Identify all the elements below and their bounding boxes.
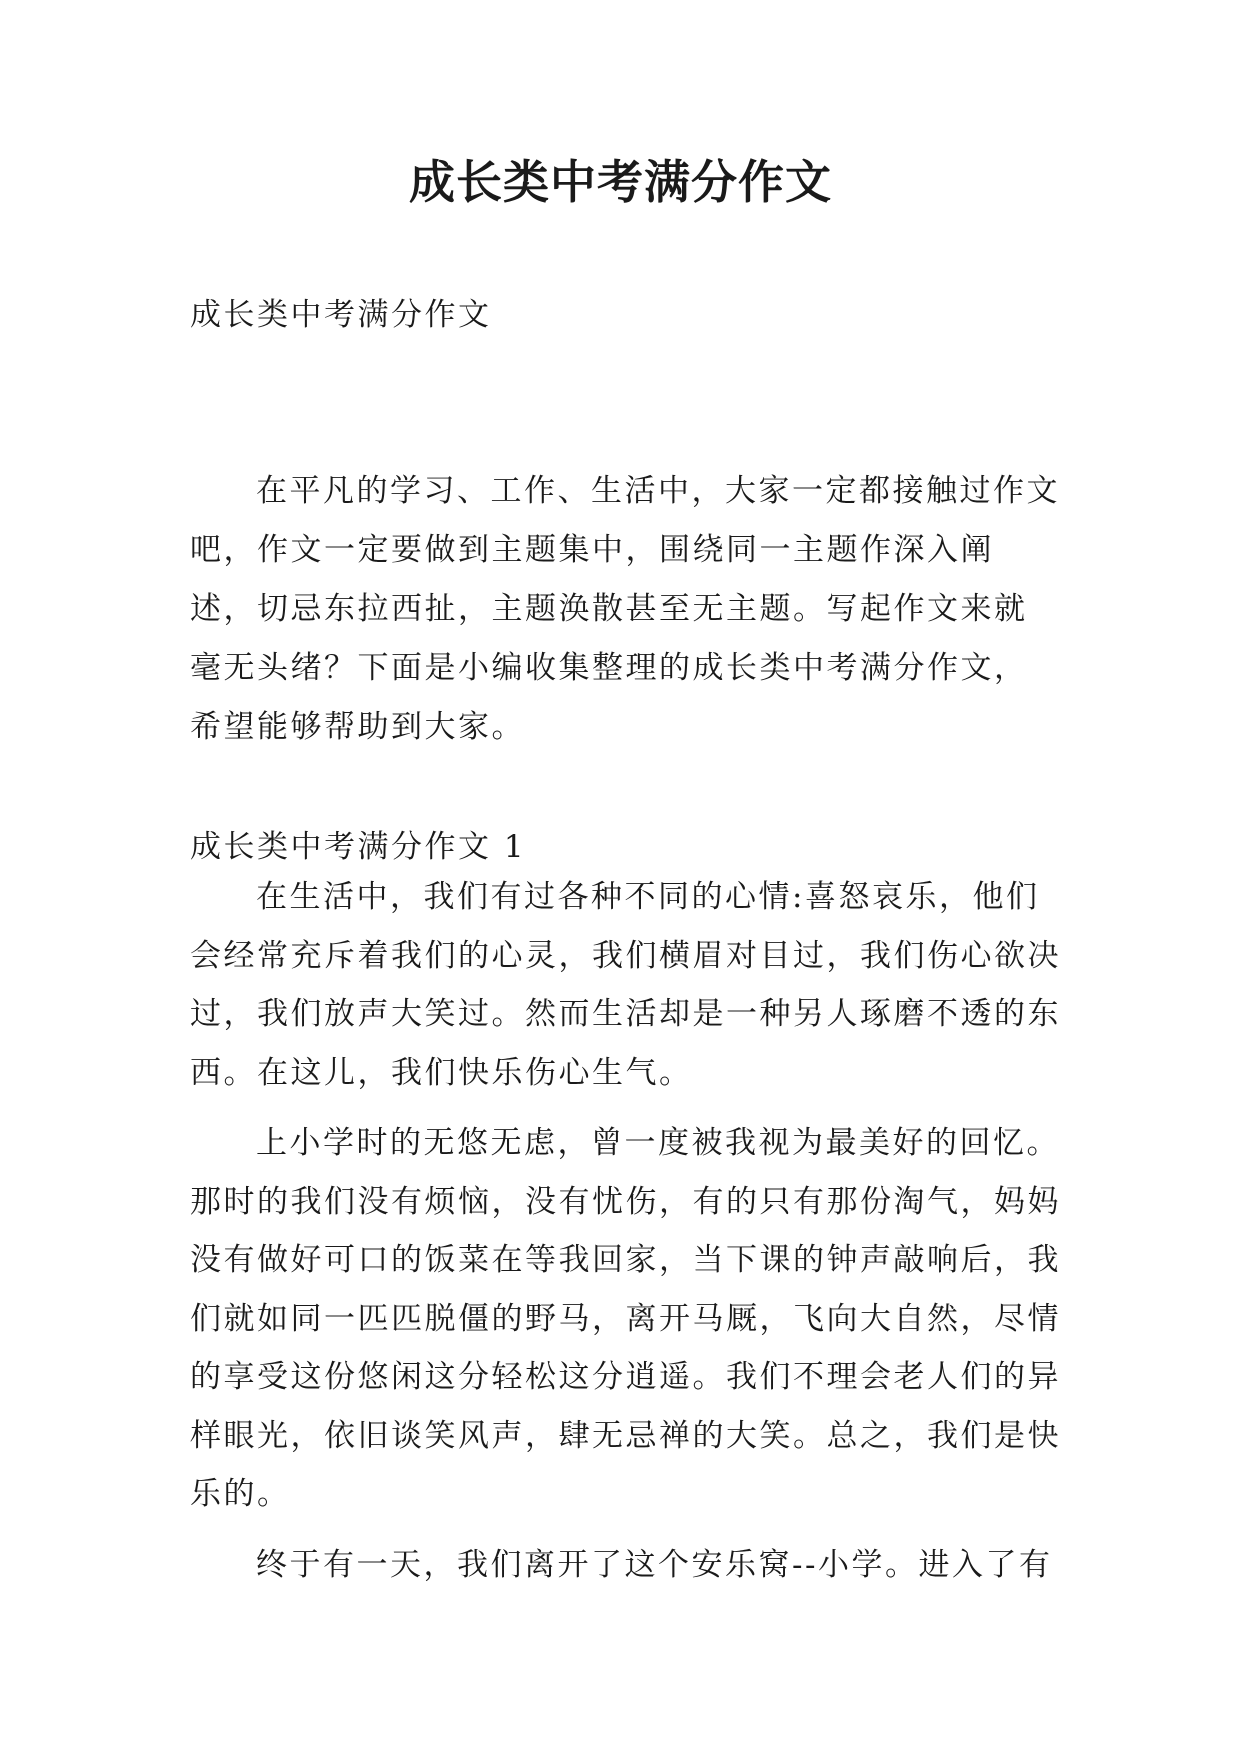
section-heading: 成长类中考满分作文 1 bbox=[190, 829, 527, 865]
essay-paragraph: 在生活中，我们有过各种不同的心情:喜怒哀乐，他们会经常充斥着我们的心灵，我们横眉对目过，我们伤心欲决过，我们放声大笑过。然而生活却是一种另人琢磨不透的东西。在这儿，我们快乐伤心生气。 bbox=[190, 879, 1061, 1091]
intro-paragraph: 在平凡的学习、工作、生活中，大家一定都接触过作文吧，作文一定要做到主题集中，围绕同一主题作深入阐述，切忌东拉西扯，主题涣散甚至无主题。写起作文来就毫无头绪？下面是小编收集整理的成长类中考满分作文，希望能够帮助到大家。 bbox=[190, 473, 1060, 745]
document-title: 成长类中考满分作文 bbox=[409, 155, 832, 209]
essay-body bbox=[190, 868, 1070, 1594]
essay-paragraph: 终于有一天，我们离开了这个安乐窝--小学。进入了有 bbox=[256, 1546, 1053, 1583]
essay-paragraph: 上小学时的无悠无虑，曾一度被我视为最美好的回忆。那时的我们没有烦恼，没有忧伤，有的只有那份淘气，妈妈没有做好可口的饭菜在等我回家，当下课的钟声敲响后，我们就如同一匹匹脱僵的野马，离开马厩，飞向大自然，尽情的享受这份悠闲这分轻松这分逍遥。我们不理会老人们的异样眼光，依旧谈笑风声，肆无忌禅的大笑。总之，我们是快乐的。 bbox=[190, 1125, 1061, 1512]
document-subtitle: 成长类中考满分作文 bbox=[190, 297, 492, 333]
